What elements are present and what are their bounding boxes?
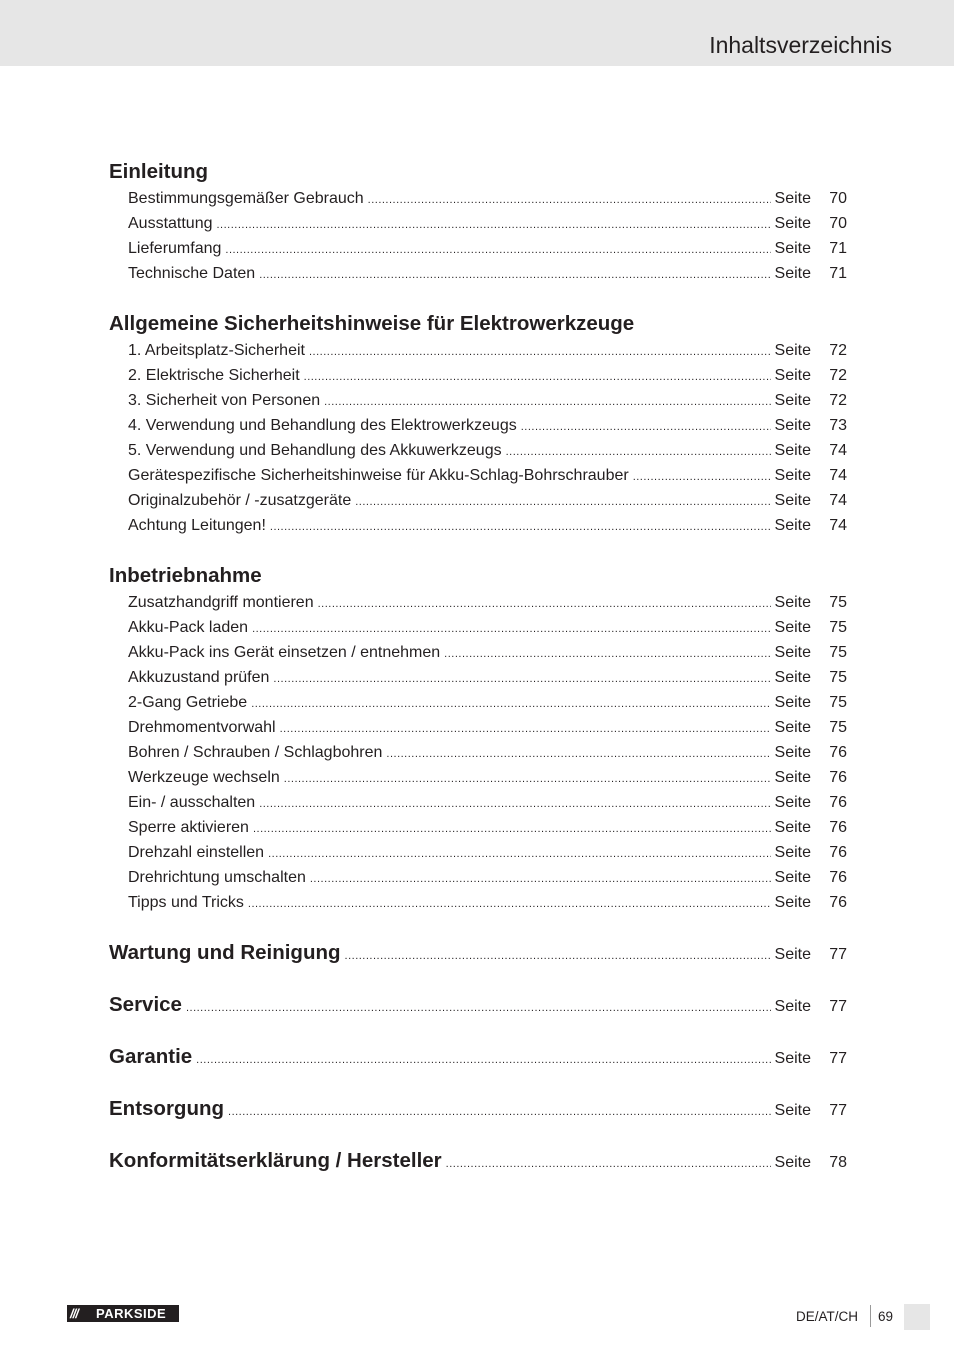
toc-entry-label: Drehrichtung umschalten	[128, 869, 306, 886]
seite-label: Seite	[774, 1102, 811, 1119]
footer-language: DE/AT/CH	[796, 1309, 859, 1324]
table-of-contents	[109, 158, 847, 1199]
toc-entry[interactable]	[109, 488, 847, 513]
seite-label: Seite	[774, 392, 811, 409]
page-number: 71	[829, 240, 847, 257]
dot-leader	[217, 213, 771, 238]
toc-section	[109, 1147, 847, 1175]
dot-leader	[259, 263, 770, 288]
seite-label: Seite	[774, 492, 811, 509]
toc-entry-label: Tipps und Tricks	[128, 894, 244, 911]
toc-entry[interactable]	[109, 186, 847, 211]
toc-entry-label: Bestimmungsgemäßer Gebrauch	[128, 190, 364, 207]
section-heading: Einleitung	[109, 160, 209, 183]
page-number: 72	[829, 342, 847, 359]
dot-leader	[248, 892, 771, 917]
page-number: 78	[829, 1154, 847, 1171]
toc-entry-label: Ausstattung	[128, 215, 213, 232]
dot-leader	[304, 365, 771, 390]
page-number: 77	[829, 946, 847, 963]
logo-slashes: ///	[70, 1306, 78, 1321]
dot-leader	[345, 942, 771, 970]
page-number: 75	[829, 644, 847, 661]
section-heading: Entsorgung	[109, 1097, 225, 1120]
toc-entry[interactable]	[109, 590, 847, 615]
footer-page-number: 69	[878, 1309, 894, 1324]
seite-label: Seite	[774, 998, 811, 1015]
seite-label: Seite	[774, 467, 811, 484]
page-number: 70	[829, 215, 847, 232]
seite-label: Seite	[774, 367, 811, 384]
toc-entry[interactable]	[109, 261, 847, 286]
page-number: 70	[829, 190, 847, 207]
toc-entry[interactable]	[109, 338, 847, 363]
section-heading: Garantie	[109, 1045, 193, 1068]
seite-label: Seite	[774, 669, 811, 686]
seite-label: Seite	[774, 190, 811, 207]
toc-entry[interactable]	[109, 765, 847, 790]
toc-entry-label: Akku-Pack laden	[128, 619, 249, 636]
dot-leader	[309, 340, 771, 365]
toc-entry-label: Technische Daten	[128, 265, 256, 282]
toc-entry[interactable]	[109, 815, 847, 840]
toc-top-entry[interactable]	[109, 1043, 847, 1071]
toc-entry-label: Gerätespezifische Sicherheitshinweise für Akku-Schlag-Bohrschrauber	[128, 467, 629, 484]
seite-label: Seite	[774, 342, 811, 359]
dot-leader	[253, 817, 771, 842]
page-number: 77	[829, 998, 847, 1015]
dot-leader	[270, 515, 771, 540]
seite-label: Seite	[774, 894, 811, 911]
toc-entry-label: 5. Verwendung und Behandlung des Akkuwerkzeugs	[128, 442, 502, 459]
dot-leader	[446, 1150, 771, 1178]
toc-top-entry[interactable]	[109, 939, 847, 967]
toc-entry[interactable]	[109, 690, 847, 715]
toc-top-entry[interactable]	[109, 1147, 847, 1175]
toc-entry-label: Werkzeuge wechseln	[128, 769, 280, 786]
toc-entry[interactable]	[109, 715, 847, 740]
dot-leader	[251, 692, 770, 717]
toc-entry[interactable]	[109, 236, 847, 261]
dot-leader	[310, 867, 771, 892]
page-title: Inhaltsverzeichnis	[709, 32, 892, 58]
dot-leader	[521, 415, 771, 440]
seite-label: Seite	[774, 240, 811, 257]
toc-entry[interactable]	[109, 363, 847, 388]
dot-leader	[368, 188, 771, 213]
dot-leader	[273, 667, 770, 692]
seite-label: Seite	[774, 794, 811, 811]
toc-entry-label: 2-Gang Getriebe	[128, 694, 248, 711]
parkside-logo	[67, 1305, 179, 1322]
toc-section	[109, 1095, 847, 1123]
toc-section	[109, 158, 847, 286]
dot-leader	[386, 742, 770, 767]
toc-entry-label: Lieferumfang	[128, 240, 222, 257]
toc-entry-label: Achtung Leitungen!	[128, 517, 266, 534]
seite-label: Seite	[774, 1050, 811, 1067]
dot-leader	[444, 642, 770, 667]
toc-section	[109, 991, 847, 1019]
toc-entry-label: Zusatzhandgriff montieren	[128, 594, 314, 611]
page-number: 75	[829, 619, 847, 636]
toc-section	[109, 310, 847, 538]
seite-label: Seite	[774, 442, 811, 459]
toc-entry-label: 1. Arbeitsplatz-Sicherheit	[128, 342, 305, 359]
logo-text: PARKSIDE	[96, 1306, 167, 1321]
footer-box	[904, 1304, 930, 1330]
seite-label: Seite	[774, 869, 811, 886]
toc-entry-label: 2. Elektrische Sicherheit	[128, 367, 300, 384]
toc-entry[interactable]	[109, 413, 847, 438]
seite-label: Seite	[774, 215, 811, 232]
seite-label: Seite	[774, 719, 811, 736]
toc-entry[interactable]	[109, 513, 847, 538]
toc-entry[interactable]	[109, 665, 847, 690]
seite-label: Seite	[774, 265, 811, 282]
toc-entry[interactable]	[109, 615, 847, 640]
page-number: 76	[829, 869, 847, 886]
page-number: 76	[829, 844, 847, 861]
toc-entry[interactable]	[109, 211, 847, 236]
page-number: 73	[829, 417, 847, 434]
page-number: 72	[829, 392, 847, 409]
page-number: 75	[829, 719, 847, 736]
dot-leader	[318, 592, 771, 617]
section-heading: Wartung und Reinigung	[109, 941, 341, 964]
toc-entry-label: Drehzahl einstellen	[128, 844, 265, 861]
section-heading: Allgemeine Sicherheitshinweise für Elektrowerkzeuge	[109, 312, 635, 335]
toc-entry[interactable]	[109, 740, 847, 765]
dot-leader	[633, 465, 771, 490]
seite-label: Seite	[774, 517, 811, 534]
dot-leader	[506, 440, 771, 465]
toc-entry-label: Originalzubehör / -zusatzgeräte	[128, 492, 352, 509]
toc-entry[interactable]	[109, 865, 847, 890]
page-number: 77	[829, 1102, 847, 1119]
page-number: 76	[829, 819, 847, 836]
toc-entry-label: 4. Verwendung und Behandlung des Elektrowerkzeugs	[128, 417, 517, 434]
page-number: 75	[829, 594, 847, 611]
seite-label: Seite	[774, 844, 811, 861]
toc-entry-label: Ein- / ausschalten	[128, 794, 256, 811]
dot-leader	[268, 842, 770, 867]
page-number: 71	[829, 265, 847, 282]
toc-entry[interactable]	[109, 640, 847, 665]
toc-entry-label: Drehmomentvorwahl	[128, 719, 276, 736]
dot-leader	[355, 490, 770, 515]
toc-entry[interactable]	[109, 790, 847, 815]
seite-label: Seite	[774, 744, 811, 761]
toc-entry[interactable]	[109, 890, 847, 915]
toc-entry-label: Bohren / Schrauben / Schlagbohren	[128, 744, 383, 761]
seite-label: Seite	[774, 1154, 811, 1171]
page-number: 74	[829, 442, 847, 459]
page-number: 74	[829, 517, 847, 534]
seite-label: Seite	[774, 417, 811, 434]
dot-leader	[259, 792, 770, 817]
seite-label: Seite	[774, 594, 811, 611]
toc-top-entry[interactable]	[109, 991, 847, 1019]
page-number: 75	[829, 694, 847, 711]
seite-label: Seite	[774, 644, 811, 661]
seite-label: Seite	[774, 694, 811, 711]
page-number: 76	[829, 744, 847, 761]
header-band	[0, 0, 954, 66]
dot-leader	[324, 390, 770, 415]
page-number: 77	[829, 1050, 847, 1067]
toc-section	[109, 562, 847, 915]
toc-entry-label: 3. Sicherheit von Personen	[128, 392, 321, 409]
toc-top-entry[interactable]	[109, 1095, 847, 1123]
dot-leader	[196, 1046, 770, 1074]
page-number: 72	[829, 367, 847, 384]
page-number: 76	[829, 794, 847, 811]
section-heading: Konformitätserklärung / Hersteller	[109, 1149, 442, 1172]
toc-entry-label: Sperre aktivieren	[128, 819, 249, 836]
toc-entry[interactable]	[109, 463, 847, 488]
seite-label: Seite	[774, 769, 811, 786]
toc-entry[interactable]	[109, 438, 847, 463]
seite-label: Seite	[774, 946, 811, 963]
page-number: 74	[829, 492, 847, 509]
dot-leader	[225, 238, 770, 263]
dot-leader	[186, 994, 771, 1022]
page-number: 74	[829, 467, 847, 484]
seite-label: Seite	[774, 819, 811, 836]
toc-entry[interactable]	[109, 388, 847, 413]
dot-leader	[280, 717, 771, 742]
toc-section	[109, 939, 847, 967]
toc-entry-label: Akku-Pack ins Gerät einsetzen / entnehmen	[128, 644, 441, 661]
toc-entry-label: Akkuzustand prüfen	[128, 669, 270, 686]
dot-leader	[252, 617, 770, 642]
section-heading: Service	[109, 993, 182, 1016]
footer-divider	[870, 1305, 871, 1327]
toc-section	[109, 1043, 847, 1071]
page-number: 75	[829, 669, 847, 686]
section-heading: Inbetriebnahme	[109, 564, 262, 587]
dot-leader	[228, 1098, 771, 1126]
seite-label: Seite	[774, 619, 811, 636]
page-number: 76	[829, 894, 847, 911]
page-number: 76	[829, 769, 847, 786]
dot-leader	[284, 767, 771, 792]
toc-entry[interactable]	[109, 840, 847, 865]
